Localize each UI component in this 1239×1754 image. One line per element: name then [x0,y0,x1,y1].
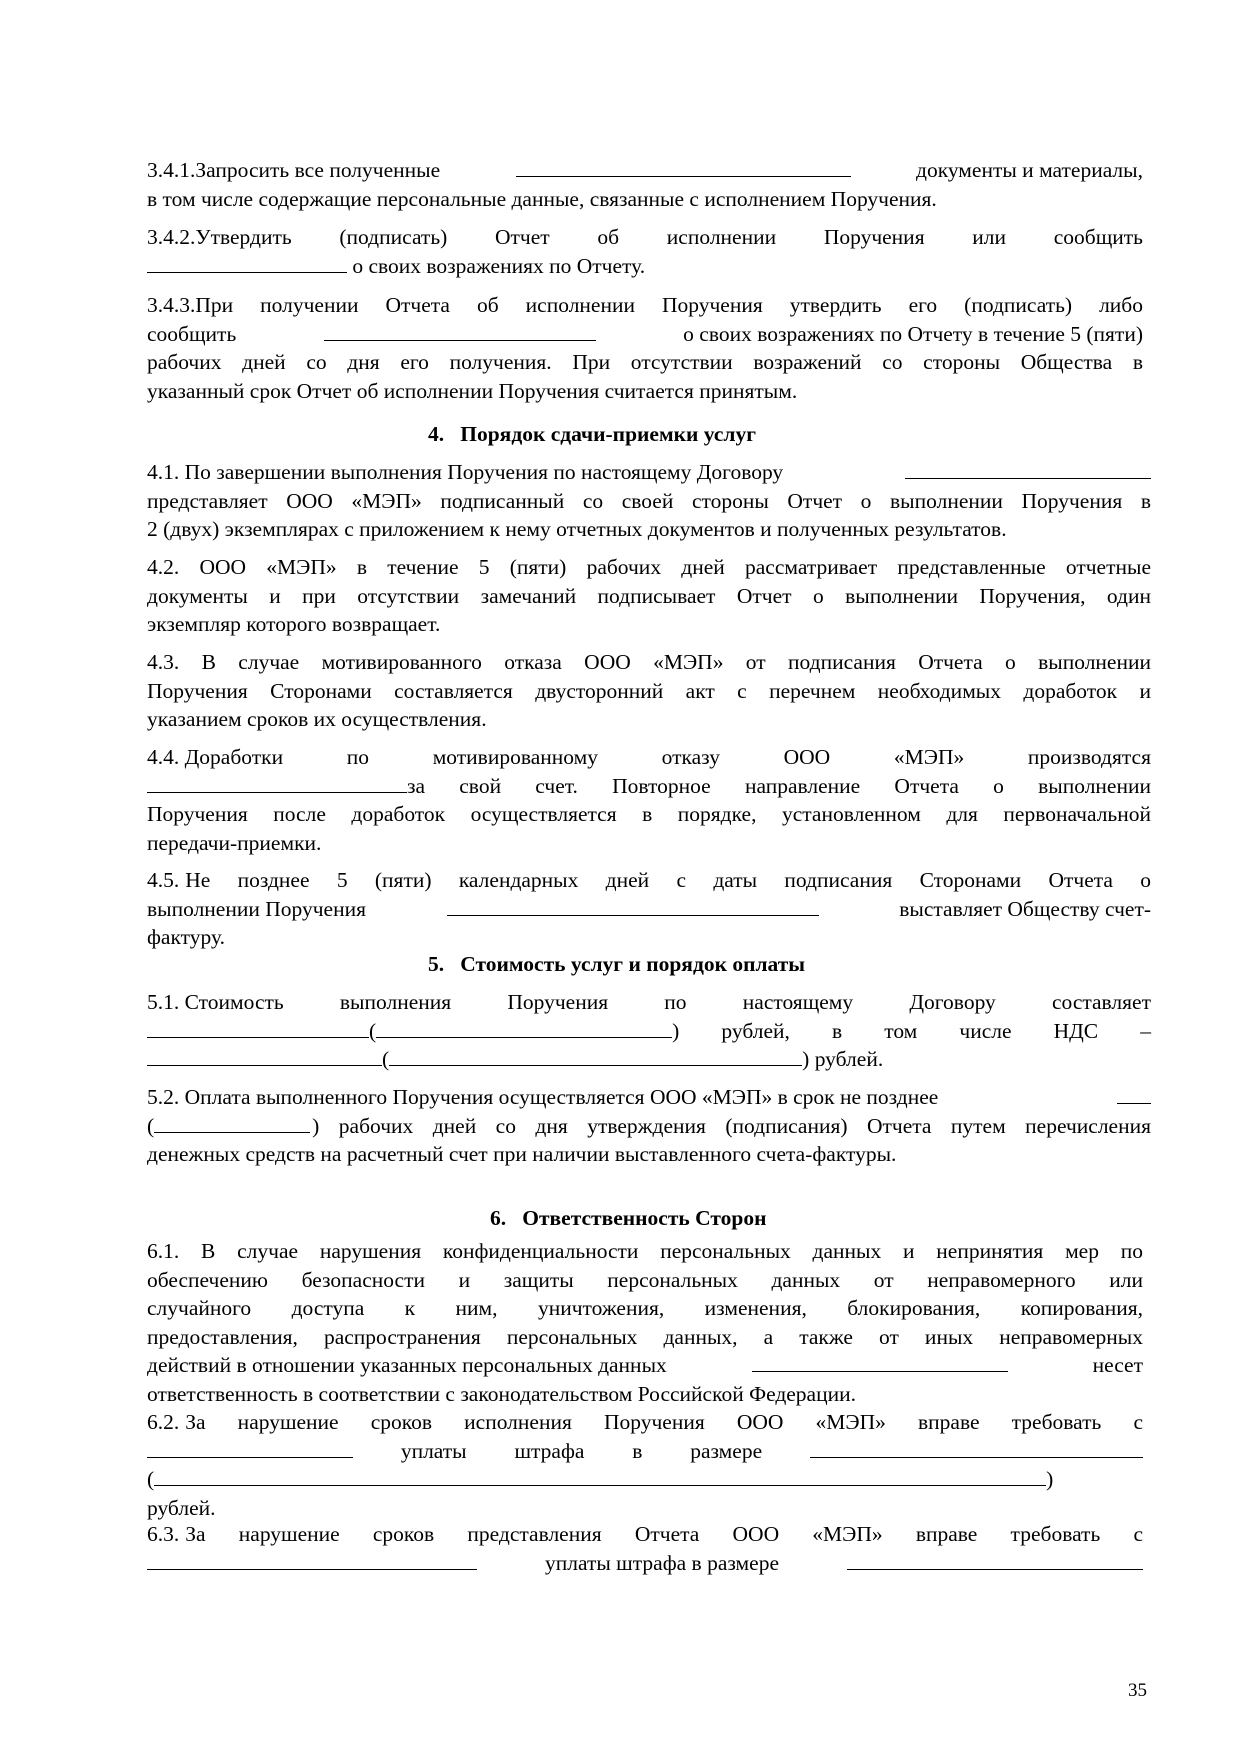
word: отказу [661,745,720,769]
clause-3-4-1 [147,156,1143,213]
clause-number: 4.4. [147,745,180,769]
clause-6-1 [147,1237,1143,1408]
word: мотивированному [432,745,598,769]
clause-4-1 [147,458,1151,544]
word: Отчет [495,225,550,249]
clause-5-2: 5.2. Оплата выполненного Поручения осуществляется ООО «МЭП» в срок не позднее ( ) рабочих дней со дня утверждения (подписания) Отчета путем перечисления денежных средств на расчетный счет при наличии выставленного счета-фактуры. [147,1083,1151,1169]
clause-text: ) рабочих дней со дня утверждения (подписания) Отчета путем перечисления [312,1113,1151,1138]
word: Поручения [823,225,925,249]
clause-4-5 [147,866,1151,952]
clause-3-4-2 [147,223,1143,280]
clause-text: несет [1092,1353,1143,1377]
word: (подписать) [339,225,448,249]
clause-3-4-3 [147,291,1143,405]
clause-text: 6.1. В случае нарушения конфиденциальности персональных данных и непринятия мер по [147,1239,1143,1263]
blank-field[interactable] [324,320,596,341]
clause-text: действий в отношении указанных персональных данных [147,1353,667,1377]
clause-text: 4.2. ООО «МЭП» в течение 5 (пяти) рабочих дней рассматривает представленные отчетные [147,555,1151,579]
blank-field[interactable] [905,458,1151,479]
word: настоящему [742,990,854,1014]
clause-text: представляет ООО «МЭП» подписанный со своей стороны Отчет о выполнении Поручения в [147,488,1151,513]
clause-text: передачи-приемки. [147,830,322,855]
clause-text: указанием сроков их осуществления. [147,707,487,731]
word: об [597,225,620,249]
word: сообщить [1053,225,1143,249]
clause-text: в том числе содержащие персональные данные, связанные с исполнением Поручения. [147,186,937,211]
clause-text: сообщить [147,321,237,346]
clause-text: выполнении Поручения [147,896,366,921]
clause-text: 2 (двух) экземплярах с приложением к нему отчетных документов и полученных результатов. [147,517,1007,541]
clause-text: за свой счет. Повторное направление Отчета о выполнении [407,773,1151,798]
word: в [832,1018,843,1043]
clause-4-3 [147,648,1151,734]
fine-amount-blank[interactable] [847,1549,1143,1570]
clause-text: Поручения Сторонами составляется двусторонний акт с перечнем необходимых доработок и [147,678,1151,703]
word: НДС [1053,1018,1099,1043]
word: – [1140,1018,1151,1043]
fine-amount-blank[interactable] [810,1437,1143,1458]
word: уплаты [400,1438,467,1463]
clause-number: 6.2. [147,1410,180,1434]
clause-5-1: 5.1. Стоимость выполнения Поручения по настоящему Договору составляет ( ) рублей, в том числе НДС – ( ) рублей. [147,990,1151,1071]
amount-blank[interactable] [147,1017,369,1038]
clause-number-word: 3.4.2.Утвердить [147,225,292,249]
clause-text: 5.2. Оплата выполненного Поручения осуществляется ООО «МЭП» в срок не позднее [147,1085,939,1109]
blank-field[interactable] [147,772,407,793]
clause-text: рублей. [147,1495,216,1520]
clause-number: 4.5. [147,868,180,892]
word: или [972,225,1007,249]
blank-field[interactable] [147,1549,477,1570]
word: в [632,1438,643,1463]
clause-text: предоставления, распространения персональных данных, а также от иных неправомерных [147,1324,1143,1349]
clause-text: случайного доступа к ним, уничтожения, изменения, блокирования, копирования, [147,1296,1143,1320]
vat-blank[interactable] [147,1045,382,1066]
blank-field[interactable] [147,1437,353,1458]
clause-6-2: 6.2. За нарушение сроков исполнения Поручения ООО «МЭП» вправе требовать с уплаты штрафа в размере ( ) рублей. [147,1408,1143,1522]
clause-6-3 [147,1520,1143,1577]
clause-text: обеспечению безопасности и защиты персональных данных от неправомерного или [147,1267,1143,1292]
clause-text: ответственность в соответствии с законодательством Российской Федерации. [147,1381,856,1406]
clause-text: Не позднее 5 (пяти) календарных дней с даты подписания Сторонами Отчета о [185,868,1151,892]
word: выполнения [339,990,452,1014]
word: числе [959,1018,1012,1043]
blank-field[interactable] [516,156,851,177]
clause-text: При получении Отчета об исполнении Поручения утвердить его (подписать) либо [195,293,1143,317]
word: размере [690,1438,763,1463]
clause-number: 3.4.3. [147,293,196,317]
word: производятся [1027,745,1151,769]
word: Договору [909,990,996,1014]
clause-text: Запросить все полученные [195,158,441,182]
page-number: 35 [1128,1680,1147,1701]
clause-text: документы и при отсутствии замечаний подписывает Отчет о выполнении Поручения, один [147,583,1151,608]
word: том [884,1018,918,1043]
word: штрафа [514,1438,585,1463]
blank-field[interactable] [752,1351,1008,1372]
word: Поручения [507,990,609,1014]
word: по [664,990,687,1014]
word: составляет [1051,990,1151,1014]
clause-number: 3.4.1. [147,158,196,182]
clause-text: экземпляр которого возвращает. [147,612,441,636]
clause-text: Поручения после доработок осуществляется в порядке, установленном для первоначальной [147,802,1151,826]
blank-field[interactable] [447,895,819,916]
section-heading: 6. Ответственность Сторон [490,1206,767,1230]
clause-text: 4.3. В случае мотивированного отказа ООО «МЭП» от подписания Отчета о выполнении [147,650,1151,674]
clause-number: 5.1. [147,990,180,1014]
clause-text: За нарушение сроков представления Отчета ООО «МЭП» вправе требовать с [185,1522,1143,1546]
fine-words-blank[interactable] [154,1465,1046,1486]
clause-text: документы и материалы, [916,158,1143,182]
word: рублей, [721,1018,790,1043]
section-heading: 4. Порядок сдачи-приемки услуг [428,422,756,446]
clause-4-4: 4.4. Доработки по мотивированному отказу ООО «МЭП» производятся за свой счет. Повторное направление Отчета о выполнении Поручения после доработок осуществляется в порядке, установленном для первоначальной передачи-приемки. [147,743,1151,857]
word: по [346,745,370,769]
clause-text: 4.1. По завершении выполнения Поручения по настоящему Договору [147,460,784,484]
blank-field[interactable] [1117,1083,1151,1104]
clause-text: денежных средств на расчетный счет при наличии выставленного счета-фактуры. [147,1142,897,1166]
word: ООО [783,745,831,769]
clause-text: рабочих дней со дня его получения. При отсутствии возражений со стороны Общества в [147,350,1143,374]
word: «МЭП» [893,745,965,769]
clause-4-2 [147,553,1151,639]
clause-text: ) рублей. [802,1047,884,1071]
clause-text: о своих возражениях по Отчету. [352,253,646,278]
clause-text: указанный срок Отчет об исполнении Поручения считается принятым. [147,378,798,403]
clause-text: о своих возражениях по Отчету в течение 5 (пяти) [683,321,1143,346]
clause-text: фактуру. [147,925,225,949]
clause-number: 6.3. [147,1522,180,1546]
word: исполнении [666,225,777,249]
vat-words-blank[interactable] [389,1045,802,1066]
clause-text: уплаты штрафа в размере [545,1550,779,1575]
blank-field[interactable] [147,252,347,273]
section-heading: 5. Стоимость услуг и порядок оплаты [428,952,806,976]
clause-text: За нарушение сроков исполнения Поручения ООО «МЭП» вправе требовать с [185,1410,1143,1434]
amount-words-blank[interactable] [376,1017,672,1038]
days-blank[interactable] [154,1112,310,1133]
clause-text: выставляет Обществу счет- [899,896,1151,921]
